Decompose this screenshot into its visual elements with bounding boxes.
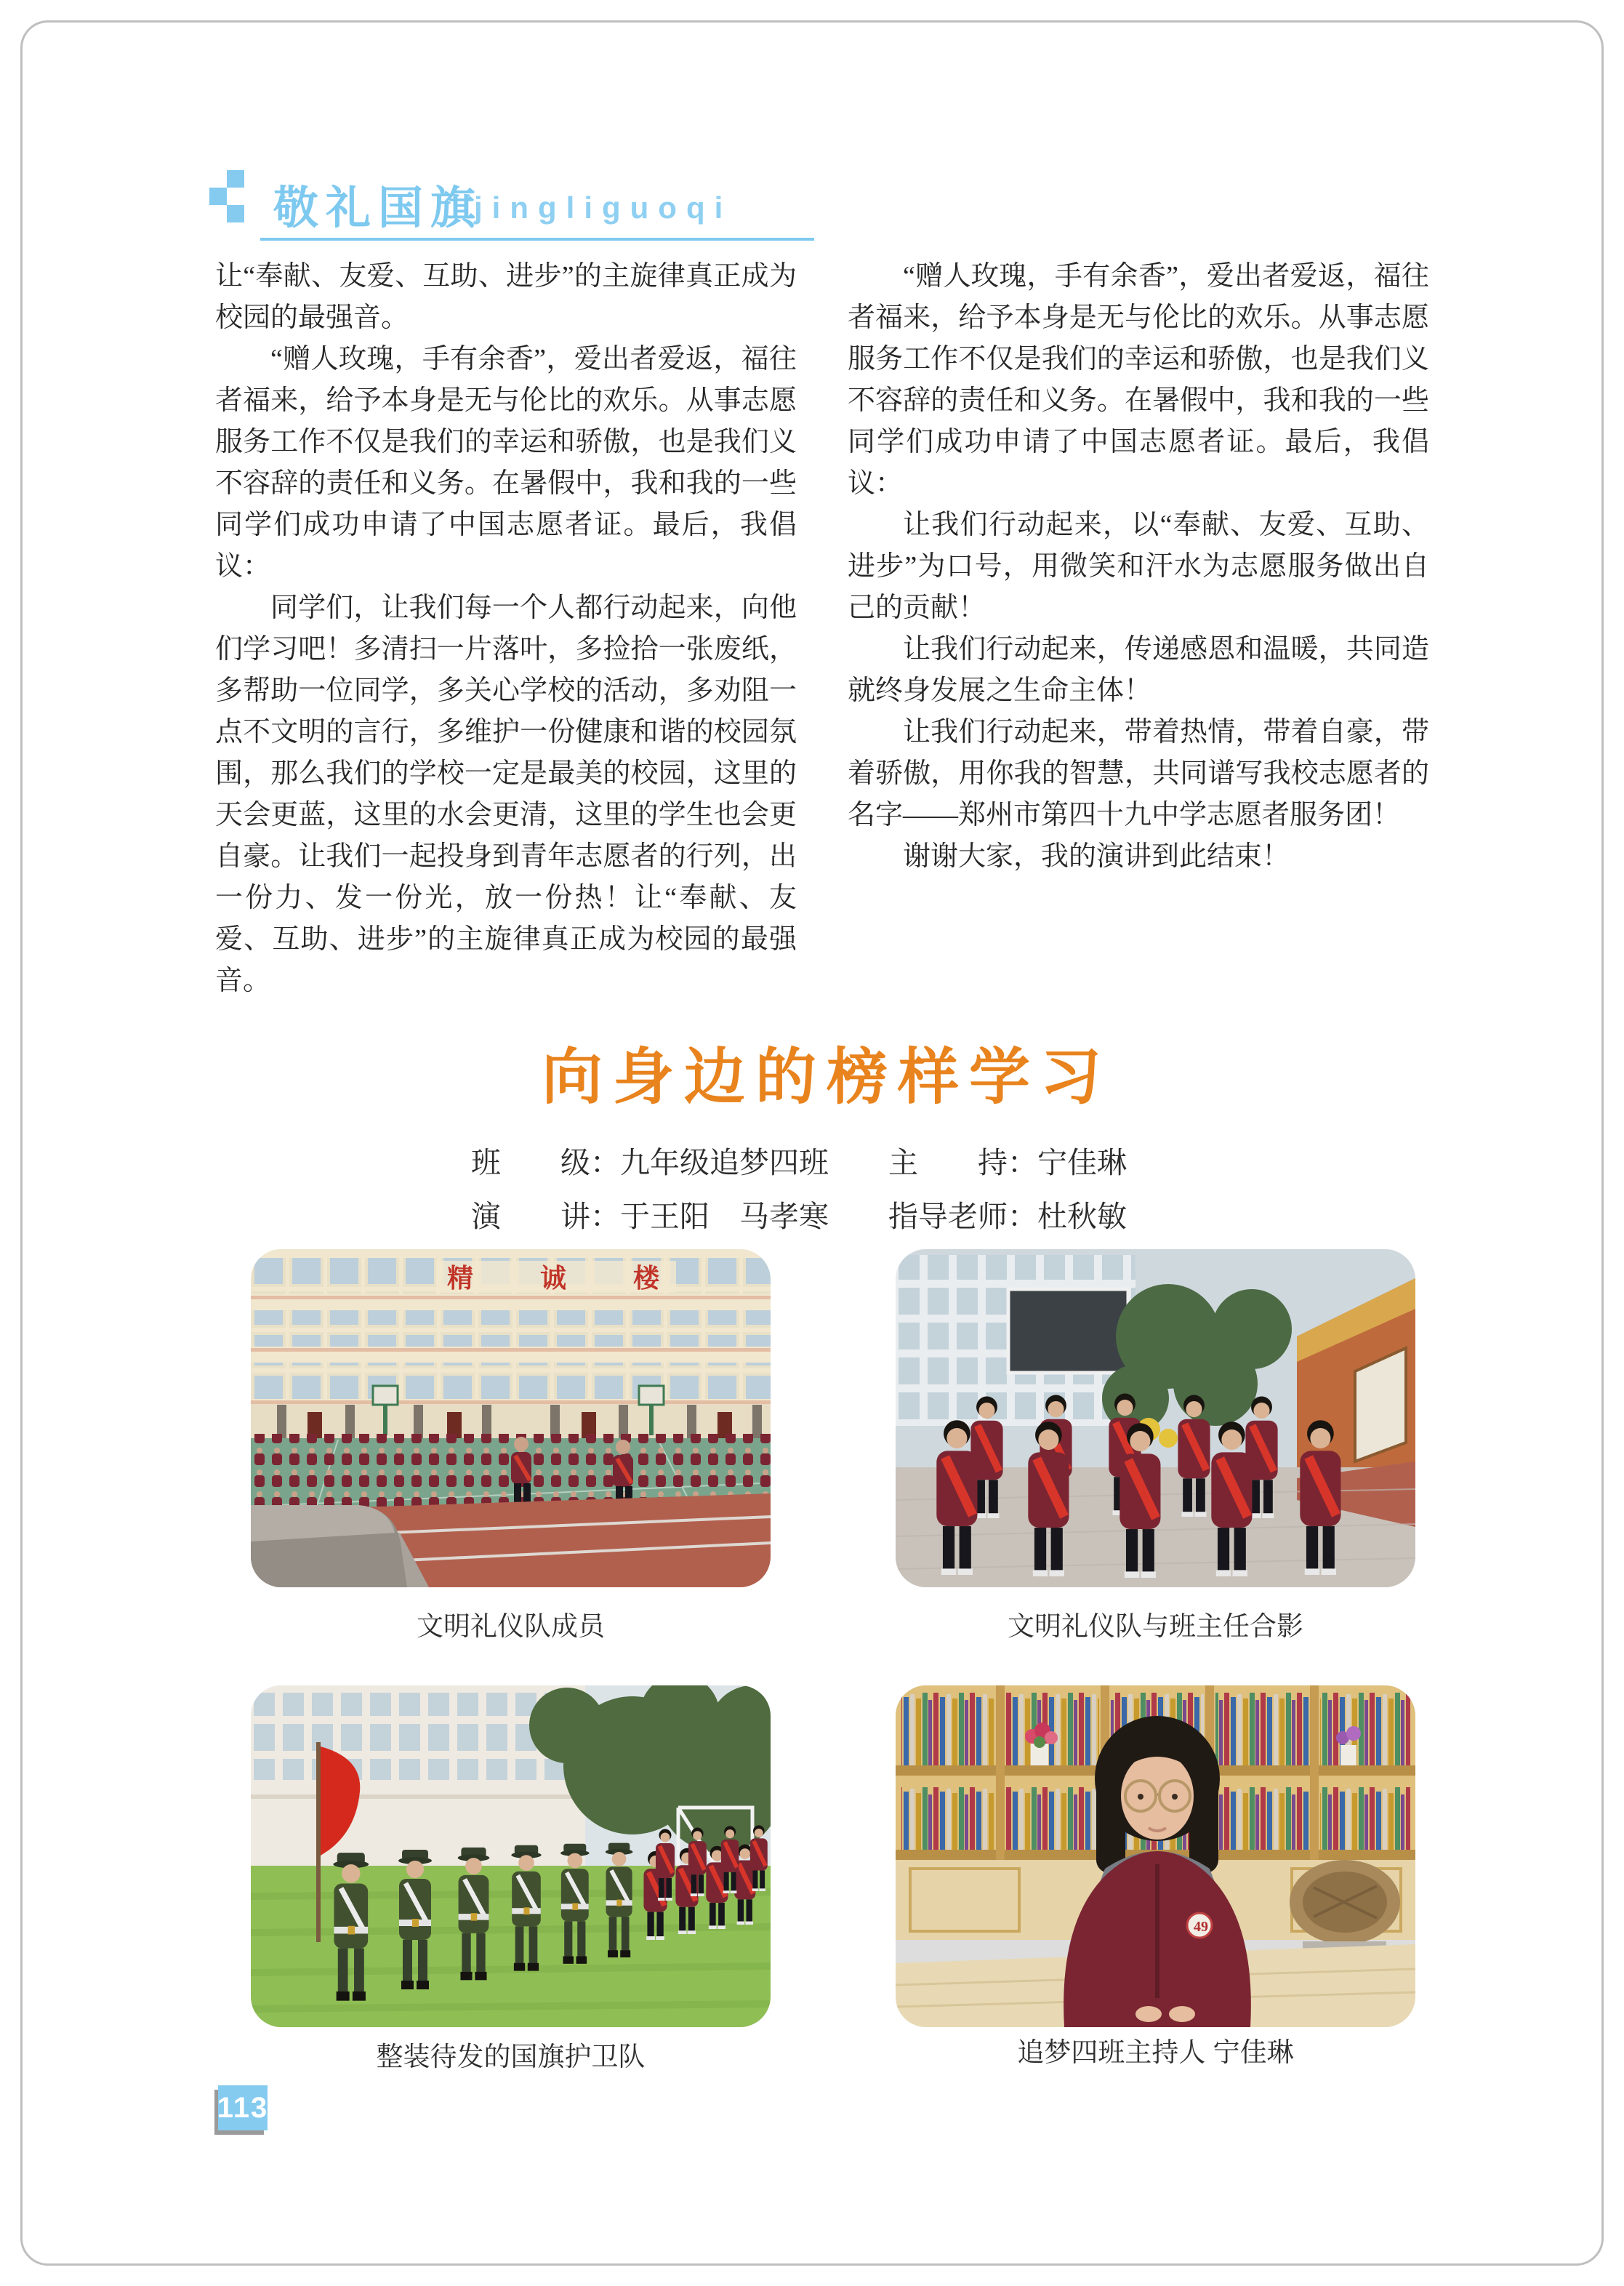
paragraph: 同学们，让我们每一个人都行动起来，向他们学习吧！多清扫一片落叶，多捡拾一张废纸，多帮助一位同学，多关心学校的活动，多劝阻一点不文明的言行，多维护一份健康和谐的校园氛围，那么我们的学校一定是最美的校园，这里的天会更蓝，这里的水会更清，这里的学生也会更自豪。让我们一起投身到青年志愿者的行列，出一份力、发一份光，放一份热！让“奉献、友爱、互助、进步”的主旋律真正成为校园的最强音。 xyxy=(215,593,797,996)
page-number: 113 xyxy=(218,2085,268,2130)
section-title-pinyin: jingliguoqi xyxy=(474,190,733,225)
paragraph: 让“奉献、友爱、互助、进步”的主旋律真正成为校园的最强音。 xyxy=(215,261,797,333)
photo-host-portrait xyxy=(896,1685,1415,2027)
feature-title: 向身边的榜样学习 xyxy=(541,1044,1112,1112)
paragraph: 让我们行动起来，传递感恩和温暖，共同造就终身发展之生命主体！ xyxy=(848,634,1429,706)
paragraph: 让我们行动起来，以“奉献、友爱、互助、进步”为口号，用微笑和汗水为志愿服务做出自己的贡献！ xyxy=(848,510,1429,623)
credits-line-class-host: 班 级：九年级追梦四班 主 持：宁佳琳 xyxy=(471,1146,1127,1179)
paragraph: “赠人玫瑰，手有余香”，爱出者爱返，福往者福来，给予本身是无与伦比的欢乐。从事志愿服务工作不仅是我们的幸运和骄傲，也是我们义不容辞的责任和义务。在暑假中，我和我的一些同学们成功申请了中国志愿者证。最后，我倡议： xyxy=(215,344,797,582)
photo-etiquette-team-group xyxy=(896,1249,1415,1587)
feature-credits xyxy=(471,1136,1127,1243)
photo-caption-etiquette-with-teacher: 文明礼仪队与班主任合影 xyxy=(1008,1611,1303,1641)
header-underline xyxy=(260,238,814,241)
paragraph: “赠人玫瑰，手有余香”，爱出者爱返，福往者福来，给予本身是无与伦比的欢乐。从事志愿服务工作不仅是我们的幸运和骄傲，也是我们义不容辞的责任和义务。在暑假中，我和我的一些同学们成功申请了中国志愿者证。最后，我倡议： xyxy=(848,261,1429,499)
jacket-badge-text: 49 xyxy=(1194,1919,1208,1935)
paragraph: 谢谢大家，我的演讲到此结束！ xyxy=(903,841,1290,872)
photo-flag-ceremony-assembly xyxy=(251,1249,771,1587)
speech-column-right xyxy=(848,256,1429,878)
photo-caption-flag-guard: 整装待发的国旗护卫队 xyxy=(376,2042,646,2072)
photo-flag-guard xyxy=(251,1685,771,2027)
photo-caption-etiquette-members: 文明礼仪队成员 xyxy=(417,1611,605,1641)
photo-caption-host: 追梦四班主持人 宁佳琳 xyxy=(1017,2037,1294,2067)
paragraph: 让我们行动起来，带着热情，带着自豪，带着骄傲，用你我的智慧，共同谱写我校志愿者的名字——郑州市第四十九中学志愿者服务团！ xyxy=(848,717,1429,830)
speech-column-left xyxy=(215,256,797,1002)
building-sign-text: 精诚楼 xyxy=(447,1264,727,1293)
section-title: 敬礼国旗 xyxy=(273,183,483,233)
credits-line-speakers-teacher: 演 讲：于王阳 马孝寒 指导老师：杜秋敏 xyxy=(471,1200,1127,1233)
flag-pole xyxy=(316,1742,321,1942)
